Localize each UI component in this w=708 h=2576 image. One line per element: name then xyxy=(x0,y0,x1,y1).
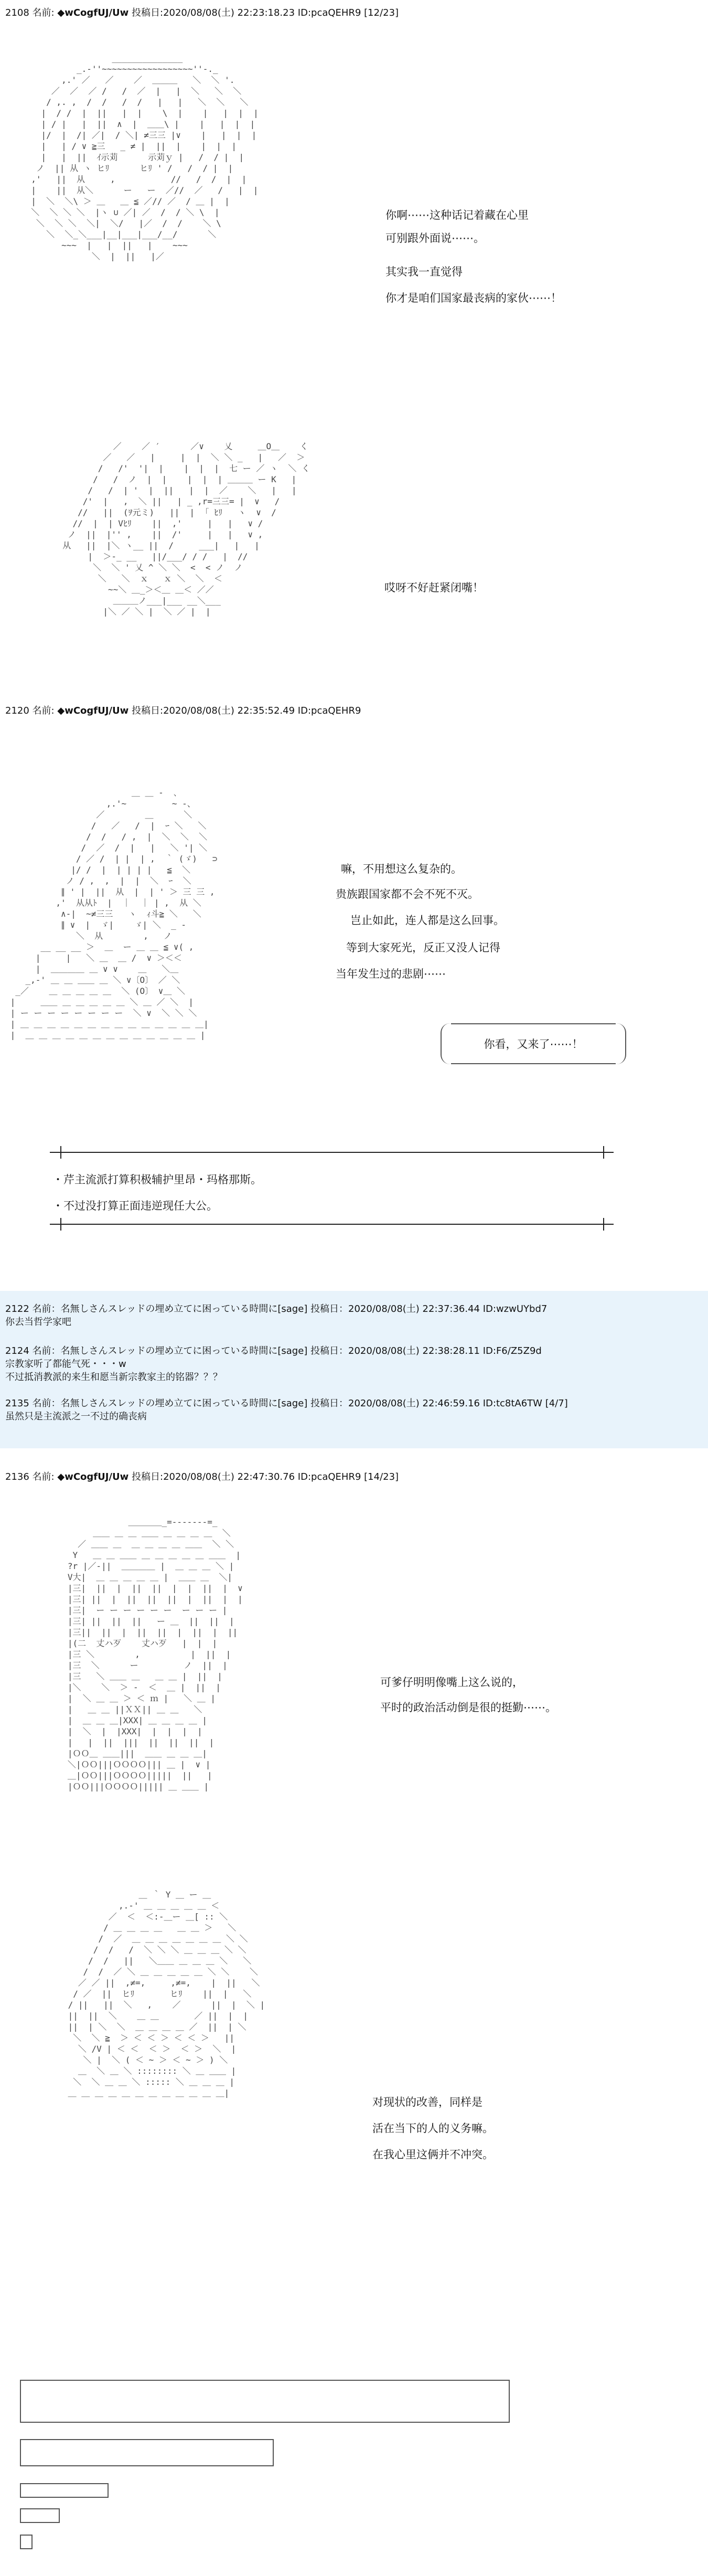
post-header xyxy=(5,1469,399,1483)
dialogue-line: 其实我一直觉得 xyxy=(385,266,463,278)
name-label: 名前: xyxy=(32,705,55,716)
ascii-art-character: ______________ _.-''~~~~~~~~~~~~~~~~~~''-._ ,.' ／ ／ ／ ＿＿＿ ＼ ＼ '. ／ ／ ／ / / ／ | | ＼ ＼ ＼ / ,. , / / / / | | ＼ ＼ ＼ | / / | || | | \ | | | | | | / | | || ∧ | ＿＿\ | | | | | |/ | /| ／| / ＼| ≠三三 |∨ | | | | | | / ∨ ≧三 _ ≠ | || | | | | | | || ｲ示苅 示苅ｙ | / / | | ノ || 从 ヽ ヒﾘ ヒﾘ ' / / / | | ,' || 从 , // / / | | | || 从＼ ー ー ／// ／ / | | | ＼ ＼\ ＞ ＿ ＿ ≦ ／// ／ / ＿ | | ＼ ＼ ＼ ＼ |ヽ ∪ ／| ／ / / ＼ \ | ＼ ＼ ＼ ＼| ＼/ |／ / / ＼ \ ＼ ＼_＼___|__|___|___/__/ ＼ ~~~ | | || | ~~~ ＼ | || |／ xyxy=(31,53,259,261)
divider-cross xyxy=(60,1218,61,1231)
dialogue-line: 活在当下的人的义务嘛。 xyxy=(372,2122,494,2135)
ascii-art-character: ＿ ｀ Y ＿ ー ＿ ,.-' ＿ ＿ ＿ ＿ ＿ ＜ ／ ＜ ＜:-＿ー ＿[ :: ＼ / ＿ ＿ ＿ ＿ ＿ ＿ ＞ ＼ / ／ ＿ ＿ ＿ ＿ ＿ ＿ ＿ ＼ ＼ / / / ＼ ＼ ＼ ＿ ＿ ＿ ＼ ＼ / / || ＼＿＿ ＿ ＿ ＿ ＼ ＼ / / ／ ＼ ＿ ＿ ＿ ＿ ＿ ＼ ＼ ＼ ／ ／ || ,≠=, ,≠=, | || ＼ / ／ || ヒﾘ ヒﾘ || | ＼ / || || ＼ , ／ || | ＼ | || || ＼ ＿ ＿ ／ || | | || | ＼ ＼ ＿ ＿ ＿ ＿ ／ || | ＼ ＼ ＼ ≧ ＞ ＜ ＜ ＞ ＜ ＜ ＞ || ＼ /V | ＜ ＜ ＜ ＞ ＜ ＞ ＼ | ＼ | ＼ ( ＜ ~ ＞ ＜ ~ ＞ ) ＼ ＿ ＼ ＿ ＼ :::::::: ＼ ＿ ＿＿ | ＼ ＼ ＿ ＿ ＼ ::::: ＼ ＿ ＿ ＿ | ＿ ＿ ＿ ＿ ＿ ＿ ＿ ＿ ＿ ＿ ＿ ＿| xyxy=(68,1890,265,2098)
speech-bubble xyxy=(441,1023,626,1064)
divider-cross xyxy=(603,1218,604,1231)
empty-reply-box xyxy=(20,2380,510,2423)
post-header xyxy=(5,5,399,19)
ascii-art-character: ＿＿＿＿_=-------=_ ＿＿ ＿ ＿ ＿＿ ＿ ＿ ＿ ＿ ＼ ／ ＿＿ ＿ ＿ ＿ ＿ ＿ ＿＿ ＼ ＼ Y ＿ ＿ ＿＿ ＿ ＿ ＿ ＿ ＿ ＿＿ | ?r |／-|| ＿＿＿＿ | ＿ ＿ ＿ ＼ | V大| ＿ ＿ ＿ ＿ ＿ | ＿＿ ＿ ＼| |三| || | || || | | || | ∨ |三| || | || || || | || | | |三| ー ー ー ー ー ー ー ー ー | |三| || || || ー ＿ || || | |三|| || | || || | || | || |(二 丈ハ歹 丈ハ歹 | | | |三 ＼ , | || | |三 ＼ ー ノ || | |三 ＼ ＿＿ ＿ ＿ ＿ | || | |＼ ＼ ＞ - ＜ ＿ | || | | ＼ ＿ ＿ ＞ ＜ ｍ | ＼ ＿ | | ＿ ＿ ||ＸＸ|| ＿ ＿ ＼ | ＿ ＿ ＿|XXX| ＿ ＿ ＿ ＿ | | ＼ | |XXX| | | | | | | || ||| || || || | |ＯＯ＿ ＿＿||| ＿＿ ＿ ＿ ＿| ＼|ＯＯ|||ＯＯＯＯ||| ＿ | ∨ | ＿|ＯＯ|||ＯＯＯＯ||||| || | |ＯＯ|||ＯＯＯＯ||||| ＿ ＿＿ | xyxy=(67,1517,243,1791)
dialogue-line: 在我心里这俩并不冲突。 xyxy=(372,2148,494,2161)
bubble-text: 你看，又来了⋯⋯！ xyxy=(484,1038,583,1051)
reply-header: 2124 名前：名無しさんスレッドの埋め立てに困っている時間に[sage] 投稿日：2020/08/08(土) 22:38:28.11 ID:F6/Z5Z9d xyxy=(5,1345,542,1356)
divider-cross xyxy=(603,1146,604,1159)
post-datetime: 2020/08/08(土) 22:23:18.23 xyxy=(163,7,295,18)
post-number: 2136 xyxy=(5,1471,29,1482)
post-count: [12/23] xyxy=(364,7,399,18)
post-datetime: 2020/08/08(土) 22:47:30.76 xyxy=(163,1471,295,1482)
dialogue-line: 岂止如此，连人都是这么回事。 xyxy=(350,914,505,927)
dialogue-line: 你才是咱们国家最丧病的家伙⋯⋯！ xyxy=(385,292,562,304)
post-datetime: 2020/08/08(土) 22:35:52.49 xyxy=(163,705,295,716)
ascii-art-character: ／ ／ ′ ／∨ 乂 ＿O＿ く ／ ／ | | | ＼ ＼ _ | ／ ＞ / /' '| | | | | 七 ー ／ ヽ ＼ く / / ノ | | | | | ＿＿＿ ー K | / / | ' | || | | ／ ＼ | | /' | , ＼ || | _ ,r=三三= | ∨ / // || (ｦ元ミ) || | ｢ ﾋﾘ ヽ ∨ / // | | Vﾋﾘ || ,' | | ∨ / ノ || |'' , || /' | | ∨ , 从 || |＼ ヽ__ || / ___| | | | ＞-_ __ ||/___/ / / | // ＼ ＼ ' 乂 ^ ＼ ＼ < < ノ ノ ＼ ＼ ｘ ｘ ＼ ＼ ＜ ~~＼ ＿_＞＜＿ ＿＜ ／／ ＿＿＿ノ___|___ __＼___ |＼ ／ ＼ | ＼ ／ | | xyxy=(62,441,310,617)
dialogue-line: 当年发生过的悲剧⋯⋯ xyxy=(336,968,446,980)
post-date-label: 投稿日: xyxy=(132,1471,164,1482)
empty-reply-box xyxy=(20,2535,33,2549)
post-id[interactable]: ID:pcaQEHR9 xyxy=(297,1471,361,1482)
empty-reply-box xyxy=(20,2483,109,2498)
summary-note: ・芹主流派打算积极辅护里昂・玛格那斯。 xyxy=(52,1173,262,1186)
reply-body: 宗教家听了都能气死・・・w xyxy=(5,1359,126,1370)
empty-reply-box xyxy=(20,2439,274,2466)
divider xyxy=(50,1152,614,1153)
dialogue-line: 贵族跟国家都不会不死不灭。 xyxy=(336,888,479,900)
reply-body: 不过抵消教派的来生和愿当新宗教家主的铭器？？？ xyxy=(5,1372,222,1383)
dialogue-line: 对现状的改善，同样是 xyxy=(372,2096,482,2108)
dialogue-line: 等到大家死光，反正又没人记得 xyxy=(346,941,500,954)
dialogue-line: 你啊⋯⋯这种话记着藏在心里 xyxy=(385,209,529,221)
dialogue-line: 可爹仔明明像嘴上这么说的， xyxy=(380,1676,523,1689)
dialogue-line: 嘛，不用想这么复杂的。 xyxy=(341,863,462,875)
post-author[interactable]: ◆wCogfUJ/Uw xyxy=(57,7,129,18)
dialogue-line: 可别跟外面说⋯⋯。 xyxy=(385,232,485,245)
post-date-label: 投稿日: xyxy=(132,7,164,18)
divider-cross xyxy=(60,1146,61,1159)
post-number: 2108 xyxy=(5,7,29,18)
name-label: 名前: xyxy=(32,1471,55,1482)
summary-note: ・不过没打算正面违逆现任大公。 xyxy=(52,1200,218,1212)
dialogue-line: 平时的政治活动倒是很的挺勤⋯⋯。 xyxy=(380,1701,556,1714)
post-count: [14/23] xyxy=(364,1471,399,1482)
dialogue-line: 哎呀不好赶紧闭嘴！ xyxy=(384,581,484,594)
ascii-art-character: ＿ ＿ - ､ ,.'~ ~ -、 ／ ＿ ＼ / ／ / | ｰ ＼ ＼ / / / , | ＼ ＼ ＼ / ／ / | | ＼ '| ＼ / ／ / | | | , ｀ (ゞ) ⊃ |/ / | | | | | ≦ ＼ ノ / , , | | ＼ ｰ ＼ ∥ ' | || 从 | | ' ＞ 三 三 , ,' 从从ﾄ | ｜ ｜ | , 从 ＼ ∧-| ~≠三三 ヽ ｨ斗≧ ＼ ＼ ∥ ∨ | ゞ| ゞ| ＼ _ - ＼ 从 , ノ __ __ __ ＞ ＿ ー ＿ ＿ ≦ ∨( , | | ＼ ＿ ＿ / ∨ ＞＜＜ | ＿＿＿＿ ＿ ∨ ∨ ＿ ＼＿ _,-' ＿ ＿ ＿＿ ＿ ＼ ∨〔O〕 ／ ＼ _／ ＿ ＿ ＿ ＿ ＿ ＼ (O〕 ∨＿ ＼ | ＿＿ ＿ ＿ ＿ ＿ ＿ ＼ ＿ ／ ＼ | | ー ー ー ー ー ー ー ー ＼ ∨ ＼ ＼ ＼ | ＿ ＿ ＿ ＿ ＿ ＿ ＿ ＿ ＿ ＿ ＿ ＿ ＿ ＿| | ＿ ＿ ＿ ＿ ＿ ＿ ＿ ＿ ＿ ＿ ＿ ＿ ＿ | xyxy=(10,788,218,1040)
reply-body: 虽然只是主流派之一不过的确丧病 xyxy=(5,1411,147,1422)
post-author[interactable]: ◆wCogfUJ/Uw xyxy=(57,705,129,716)
post-id[interactable]: ID:pcaQEHR9 xyxy=(297,7,361,18)
reply-body: 你去当哲学家吧 xyxy=(5,1317,71,1328)
reply-section xyxy=(0,1291,708,1448)
divider xyxy=(50,1224,614,1225)
post-date-label: 投稿日: xyxy=(132,705,164,716)
empty-reply-box xyxy=(20,2508,60,2523)
post-author[interactable]: ◆wCogfUJ/Uw xyxy=(57,1471,129,1482)
reply-header: 2135 名前：名無しさんスレッドの埋め立てに困っている時間に[sage] 投稿日：2020/08/08(土) 22:46:59.16 ID:tc8tA6TW [4/7] xyxy=(5,1398,568,1409)
name-label: 名前: xyxy=(32,7,55,18)
reply-header: 2122 名前：名無しさんスレッドの埋め立てに困っている時間に[sage] 投稿日：2020/08/08(土) 22:37:36.44 ID:wzwUYbd7 xyxy=(5,1303,548,1314)
post-number: 2120 xyxy=(5,705,29,716)
post-id[interactable]: ID:pcaQEHR9 xyxy=(297,705,361,716)
post-header xyxy=(5,703,361,717)
